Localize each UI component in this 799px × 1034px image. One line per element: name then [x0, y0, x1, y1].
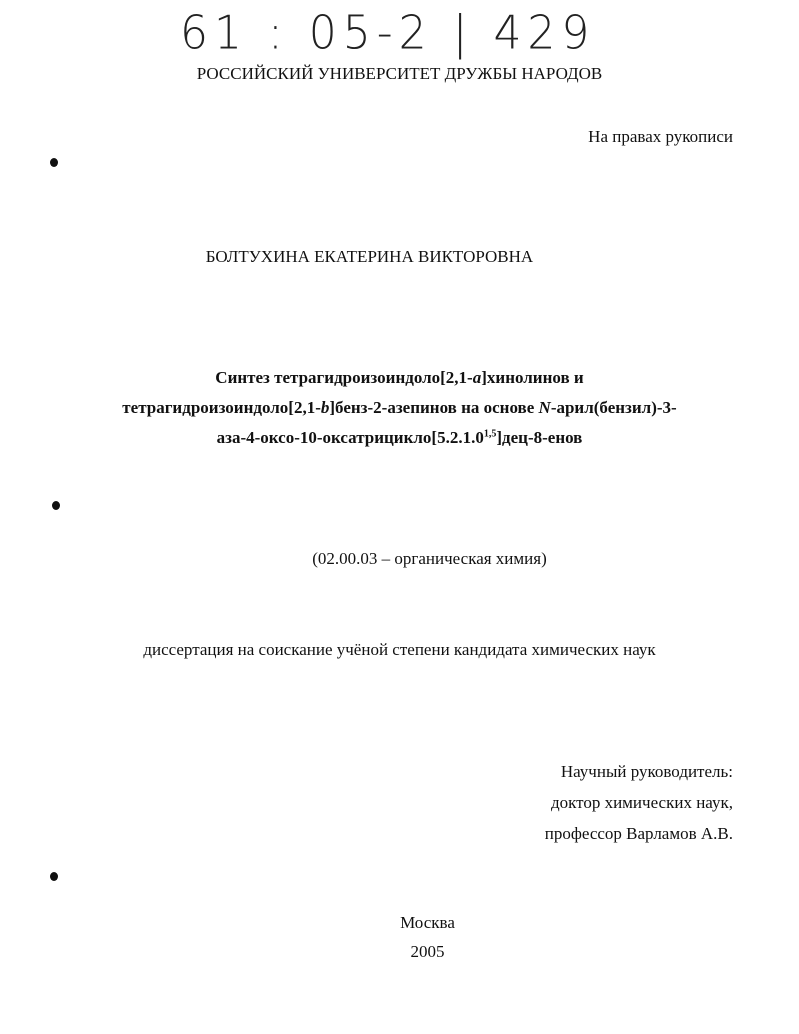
- handwritten-catalog-number: 61 : 05-2 | 429: [180, 6, 596, 61]
- author-name: БОЛТУХИНА ЕКАТЕРИНА ВИКТОРОВНА: [205, 247, 534, 266]
- supervisor-degree: доктор химических наук,: [550, 793, 733, 812]
- city: Москва: [400, 913, 455, 932]
- scan-mark: [50, 158, 58, 167]
- specialty: (02.00.03 – органическая химия): [312, 549, 547, 568]
- scan-mark: [52, 501, 60, 510]
- thesis-title-line-1: Синтез тетрагидроизоиндоло[2,1-a]хинолинов и: [215, 368, 584, 387]
- year: 2005: [410, 942, 445, 961]
- degree-statement: диссертация на соискание учёной степени кандидата химических наук: [143, 640, 656, 659]
- thesis-title-line-2: тетрагидроизоиндоло[2,1-b]бенз-2-азепинов на основе N-арил(бензил)-3-: [122, 398, 677, 417]
- supervisor-name: профессор Варламов А.В.: [544, 824, 733, 843]
- supervisor-label: Научный руководитель:: [560, 762, 733, 781]
- scan-mark: [50, 872, 58, 881]
- thesis-title-line-3: аза-4-оксо-10-оксатрицикло[5.2.1.0$^{1,5}$]дец-8-енов: [216, 428, 583, 447]
- manuscript-note: На правах рукописи: [588, 127, 733, 146]
- university-name: РОССИЙСКИЙ УНИВЕРСИТЕТ ДРУЖБЫ НАРОДОВ: [196, 64, 603, 83]
